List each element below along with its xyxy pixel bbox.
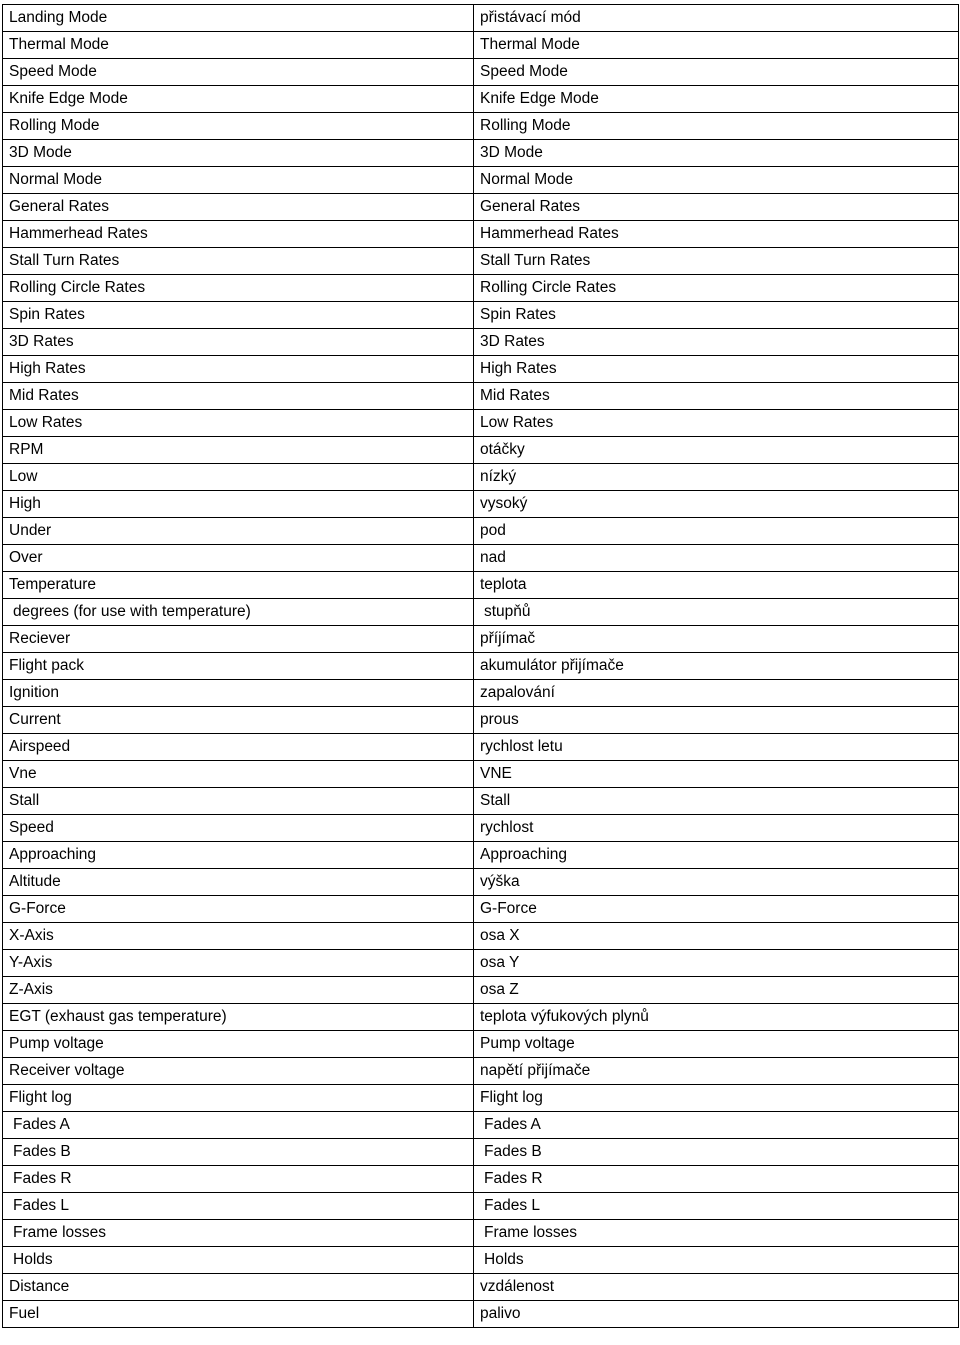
czech-term-cell: přistávací mód — [474, 5, 959, 32]
czech-term-cell: rychlost letu — [474, 734, 959, 761]
table-row — [3, 59, 959, 86]
czech-term-cell: nízký — [474, 464, 959, 491]
english-term-cell: Thermal Mode — [3, 32, 474, 59]
english-term-cell: X-Axis — [3, 923, 474, 950]
czech-term-cell: akumulátor přijímače — [474, 653, 959, 680]
czech-term-cell: teplota — [474, 572, 959, 599]
czech-term-cell: Thermal Mode — [474, 32, 959, 59]
table-row — [3, 680, 959, 707]
czech-term-cell: vysoký — [474, 491, 959, 518]
czech-term-cell: 3D Mode — [474, 140, 959, 167]
table-row — [3, 977, 959, 1004]
czech-term-cell: 3D Rates — [474, 329, 959, 356]
english-term-cell: Under — [3, 518, 474, 545]
table-row — [3, 194, 959, 221]
czech-term-cell: stupňů — [474, 599, 959, 626]
czech-term-cell: Rolling Circle Rates — [474, 275, 959, 302]
table-row — [3, 896, 959, 923]
english-term-cell: Rolling Mode — [3, 113, 474, 140]
english-term-cell: G-Force — [3, 896, 474, 923]
czech-term-cell: prous — [474, 707, 959, 734]
czech-term-cell: osa Y — [474, 950, 959, 977]
table-row — [3, 599, 959, 626]
czech-term-cell: osa X — [474, 923, 959, 950]
czech-term-cell: Spin Rates — [474, 302, 959, 329]
table-row — [3, 1220, 959, 1247]
english-term-cell: Flight log — [3, 1085, 474, 1112]
czech-term-cell: Rolling Mode — [474, 113, 959, 140]
english-term-cell: Rolling Circle Rates — [3, 275, 474, 302]
english-term-cell: Stall — [3, 788, 474, 815]
czech-term-cell: Speed Mode — [474, 59, 959, 86]
table-row — [3, 572, 959, 599]
table-row — [3, 113, 959, 140]
table-row — [3, 1193, 959, 1220]
english-term-cell: Normal Mode — [3, 167, 474, 194]
english-term-cell: Hammerhead Rates — [3, 221, 474, 248]
english-term-cell: High — [3, 491, 474, 518]
czech-term-cell: High Rates — [474, 356, 959, 383]
table-row — [3, 464, 959, 491]
czech-term-cell: osa Z — [474, 977, 959, 1004]
czech-term-cell: vzdálenost — [474, 1274, 959, 1301]
english-term-cell: Pump voltage — [3, 1031, 474, 1058]
table-row — [3, 734, 959, 761]
english-term-cell: Knife Edge Mode — [3, 86, 474, 113]
english-term-cell: 3D Rates — [3, 329, 474, 356]
english-term-cell: Fades L — [3, 1193, 474, 1220]
table-row — [3, 275, 959, 302]
table-row — [3, 923, 959, 950]
table-row — [3, 437, 959, 464]
table-row — [3, 518, 959, 545]
english-term-cell: Current — [3, 707, 474, 734]
czech-term-cell: Low Rates — [474, 410, 959, 437]
table-row — [3, 1166, 959, 1193]
english-term-cell: Spin Rates — [3, 302, 474, 329]
english-term-cell: Flight pack — [3, 653, 474, 680]
english-term-cell: Over — [3, 545, 474, 572]
czech-term-cell: výška — [474, 869, 959, 896]
czech-term-cell: Mid Rates — [474, 383, 959, 410]
czech-term-cell: Fades R — [474, 1166, 959, 1193]
english-term-cell: Frame losses — [3, 1220, 474, 1247]
table-row — [3, 815, 959, 842]
czech-term-cell: otáčky — [474, 437, 959, 464]
english-term-cell: RPM — [3, 437, 474, 464]
english-term-cell: Altitude — [3, 869, 474, 896]
table-row — [3, 32, 959, 59]
table-row — [3, 1058, 959, 1085]
english-term-cell: Fades A — [3, 1112, 474, 1139]
table-row — [3, 491, 959, 518]
table-row — [3, 221, 959, 248]
english-term-cell: Reciever — [3, 626, 474, 653]
czech-term-cell: Fades L — [474, 1193, 959, 1220]
table-row — [3, 545, 959, 572]
table-row — [3, 302, 959, 329]
czech-term-cell: Hammerhead Rates — [474, 221, 959, 248]
table-row — [3, 1085, 959, 1112]
english-term-cell: Receiver voltage — [3, 1058, 474, 1085]
english-term-cell: Fades R — [3, 1166, 474, 1193]
english-term-cell: 3D Mode — [3, 140, 474, 167]
czech-term-cell: VNE — [474, 761, 959, 788]
english-term-cell: General Rates — [3, 194, 474, 221]
english-term-cell: Z-Axis — [3, 977, 474, 1004]
english-term-cell: Stall Turn Rates — [3, 248, 474, 275]
table-row — [3, 761, 959, 788]
czech-term-cell: rychlost — [474, 815, 959, 842]
table-row — [3, 86, 959, 113]
table-row — [3, 950, 959, 977]
translation-table — [2, 4, 959, 1328]
english-term-cell: Fuel — [3, 1301, 474, 1328]
english-term-cell: Speed Mode — [3, 59, 474, 86]
table-row — [3, 1004, 959, 1031]
table-row — [3, 653, 959, 680]
english-term-cell: Airspeed — [3, 734, 474, 761]
english-term-cell: Approaching — [3, 842, 474, 869]
czech-term-cell: G-Force — [474, 896, 959, 923]
english-term-cell: Vne — [3, 761, 474, 788]
translation-table-body — [3, 5, 959, 1328]
czech-term-cell: Holds — [474, 1247, 959, 1274]
czech-term-cell: teplota výfukových plynů — [474, 1004, 959, 1031]
table-row — [3, 1112, 959, 1139]
english-term-cell: Ignition — [3, 680, 474, 707]
table-row — [3, 788, 959, 815]
english-term-cell: Temperature — [3, 572, 474, 599]
czech-term-cell: Normal Mode — [474, 167, 959, 194]
table-row — [3, 383, 959, 410]
english-term-cell: Fades B — [3, 1139, 474, 1166]
table-row — [3, 140, 959, 167]
english-term-cell: Landing Mode — [3, 5, 474, 32]
table-row — [3, 1274, 959, 1301]
czech-term-cell: zapalování — [474, 680, 959, 707]
english-term-cell: Y-Axis — [3, 950, 474, 977]
table-row — [3, 1301, 959, 1328]
english-term-cell: Mid Rates — [3, 383, 474, 410]
czech-term-cell: Pump voltage — [474, 1031, 959, 1058]
english-term-cell: Holds — [3, 1247, 474, 1274]
table-row — [3, 869, 959, 896]
table-row — [3, 1031, 959, 1058]
english-term-cell: High Rates — [3, 356, 474, 383]
table-row — [3, 356, 959, 383]
czech-term-cell: napětí přijímače — [474, 1058, 959, 1085]
table-row — [3, 329, 959, 356]
czech-term-cell: Stall — [474, 788, 959, 815]
english-term-cell: degrees (for use with temperature) — [3, 599, 474, 626]
czech-term-cell: Knife Edge Mode — [474, 86, 959, 113]
czech-term-cell: General Rates — [474, 194, 959, 221]
table-row — [3, 248, 959, 275]
english-term-cell: Distance — [3, 1274, 474, 1301]
czech-term-cell: Stall Turn Rates — [474, 248, 959, 275]
czech-term-cell: Flight log — [474, 1085, 959, 1112]
english-term-cell: Low — [3, 464, 474, 491]
table-row — [3, 626, 959, 653]
glossary-sheet — [2, 4, 958, 1328]
czech-term-cell: palivo — [474, 1301, 959, 1328]
english-term-cell: Low Rates — [3, 410, 474, 437]
table-row — [3, 167, 959, 194]
table-row — [3, 1139, 959, 1166]
czech-term-cell: Fades B — [474, 1139, 959, 1166]
czech-term-cell: Frame losses — [474, 1220, 959, 1247]
table-row — [3, 842, 959, 869]
czech-term-cell: Fades A — [474, 1112, 959, 1139]
table-row — [3, 707, 959, 734]
table-row — [3, 410, 959, 437]
english-term-cell: EGT (exhaust gas temperature) — [3, 1004, 474, 1031]
czech-term-cell: pod — [474, 518, 959, 545]
english-term-cell: Speed — [3, 815, 474, 842]
czech-term-cell: Approaching — [474, 842, 959, 869]
czech-term-cell: nad — [474, 545, 959, 572]
czech-term-cell: příjímač — [474, 626, 959, 653]
table-row — [3, 5, 959, 32]
table-row — [3, 1247, 959, 1274]
